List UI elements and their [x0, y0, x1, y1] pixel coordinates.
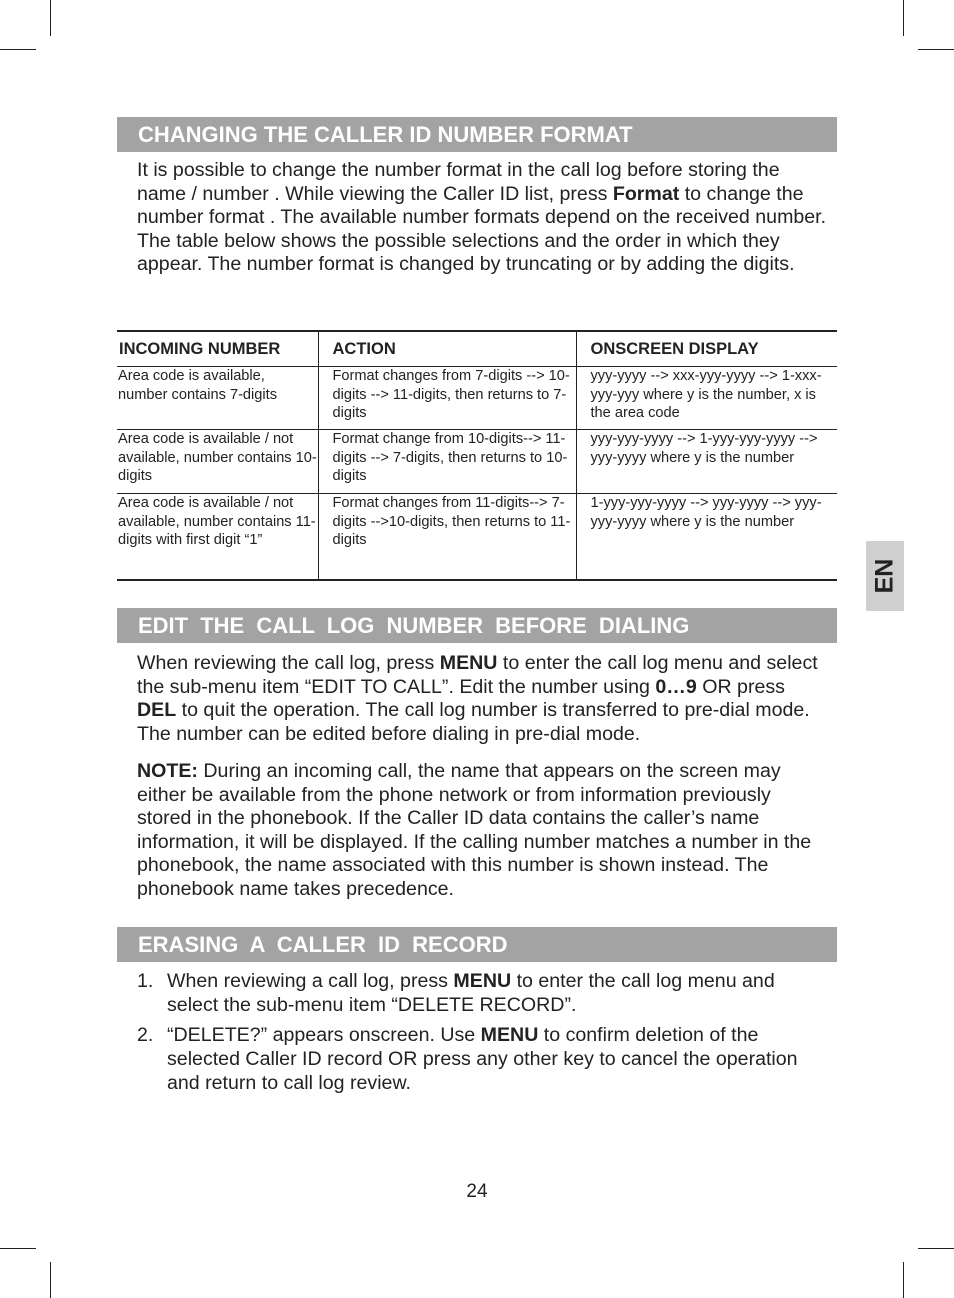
intro-text: It is possible to change the number format in the call log before storing the name / number . While viewing the Caller ID list, press	[137, 159, 780, 205]
erase-steps-list	[137, 969, 827, 1101]
page-number: 24	[466, 1181, 488, 1202]
crop-mark	[918, 1248, 954, 1249]
table-cell: 1-yyy-yyy-yyyy --> yyy-yyyy --> yyy-yyy-yyyy where y is the number	[576, 494, 837, 581]
table-cell: Format changes from 11-digits--> 7-digits -->10-digits, then returns to 11-digits	[318, 494, 576, 581]
del-key-label: DEL	[137, 699, 177, 722]
table-header-row	[117, 331, 837, 367]
crop-mark	[0, 1248, 36, 1249]
table-cell: Area code is available, number contains 7-digits	[117, 367, 318, 430]
note-label: NOTE:	[137, 760, 198, 782]
crop-mark	[0, 49, 36, 50]
table-row	[117, 430, 837, 494]
table-cell: yyy-yyyy --> xxx-yyy-yyyy --> 1-xxx-yyy-yyy where y is the number, x is the area code	[576, 367, 837, 430]
list-item	[137, 1023, 827, 1095]
table-row	[117, 494, 837, 581]
menu-key-label: MENU	[453, 970, 512, 992]
edit-text: to enter the call log menu and select the sub-menu item “EDIT TO CALL”. Edit the number using	[137, 652, 818, 698]
column-header-action: ACTION	[318, 331, 576, 367]
section-heading-format: CHANGING THE CALLER ID NUMBER FORMAT	[117, 117, 837, 152]
edit-text: to quit the operation. The call log number is transferred to pre-dial mode. The number can be edited before dialing in pre-dial mode.	[137, 699, 810, 745]
crop-mark	[903, 0, 904, 36]
section-heading-edit: EDIT THE CALL LOG NUMBER BEFORE DIALING	[117, 608, 837, 643]
column-header-display: ONSCREEN DISPLAY	[576, 331, 837, 367]
crop-mark	[50, 1262, 51, 1298]
language-tab-label: EN	[870, 558, 899, 594]
format-key-label: Format	[612, 182, 680, 205]
table-cell: Format change from 10-digits--> 11-digits --> 7-digits, then returns to 10-digits	[318, 430, 576, 494]
step-text: to enter the call log menu and select the sub-menu item “DELETE RECORD”.	[167, 970, 775, 1016]
table-cell: Area code is available / not available, number contains 10-digits	[117, 430, 318, 494]
number-format-table	[117, 330, 837, 581]
table-row	[117, 367, 837, 430]
note-text: During an incoming call, the name that appears on the screen may either be available from the phone network or from information previously stored in the phonebook. If the Caller ID data contains the caller’s name information, it will be displayed. If the calling number matches a number in the phonebook, the name associated with this number is shown instead. The phonebook name takes precedence.	[137, 760, 812, 900]
crop-mark	[50, 0, 51, 36]
format-intro-paragraph	[137, 159, 827, 277]
crop-mark	[918, 49, 954, 50]
edit-text: When reviewing the call log, press	[137, 652, 440, 674]
step-number: 2.	[137, 1024, 154, 1046]
step-text: to confirm deletion of the selected Caller ID record OR press any other key to cancel the operation and return to call log review.	[167, 1024, 798, 1094]
crop-mark	[903, 1262, 904, 1298]
digit-keys-label: 0…9	[655, 675, 697, 698]
step-number: 1.	[137, 970, 154, 992]
list-item	[137, 969, 827, 1017]
intro-text: to change the number format . The available number formats depend on the received number. The table below shows the possible selections and the order in which they appear. The number format is changed by truncating or by adding the digits.	[137, 182, 827, 276]
edit-instructions-paragraph	[137, 652, 827, 746]
table-cell: Format changes from 7-digits --> 10-digits --> 11-digits, then returns to 7-digits	[318, 367, 576, 430]
section-heading-erase: ERASING A CALLER ID RECORD	[117, 927, 837, 962]
step-text: “DELETE?” appears onscreen. Use	[167, 1024, 481, 1046]
edit-text: OR press	[696, 675, 785, 698]
table-cell: Area code is available / not available, number contains 11-digits with first digit “1”	[117, 494, 318, 581]
table-cell: yyy-yyy-yyyy --> 1-yyy-yyy-yyyy --> yyy-yyyy where y is the number	[576, 430, 837, 494]
note-paragraph	[137, 760, 827, 902]
language-tab	[866, 541, 904, 611]
column-header-incoming: INCOMING NUMBER	[117, 331, 318, 367]
menu-key-label: MENU	[439, 652, 498, 674]
step-text: When reviewing a call log, press	[167, 970, 454, 992]
menu-key-label: MENU	[480, 1024, 539, 1046]
